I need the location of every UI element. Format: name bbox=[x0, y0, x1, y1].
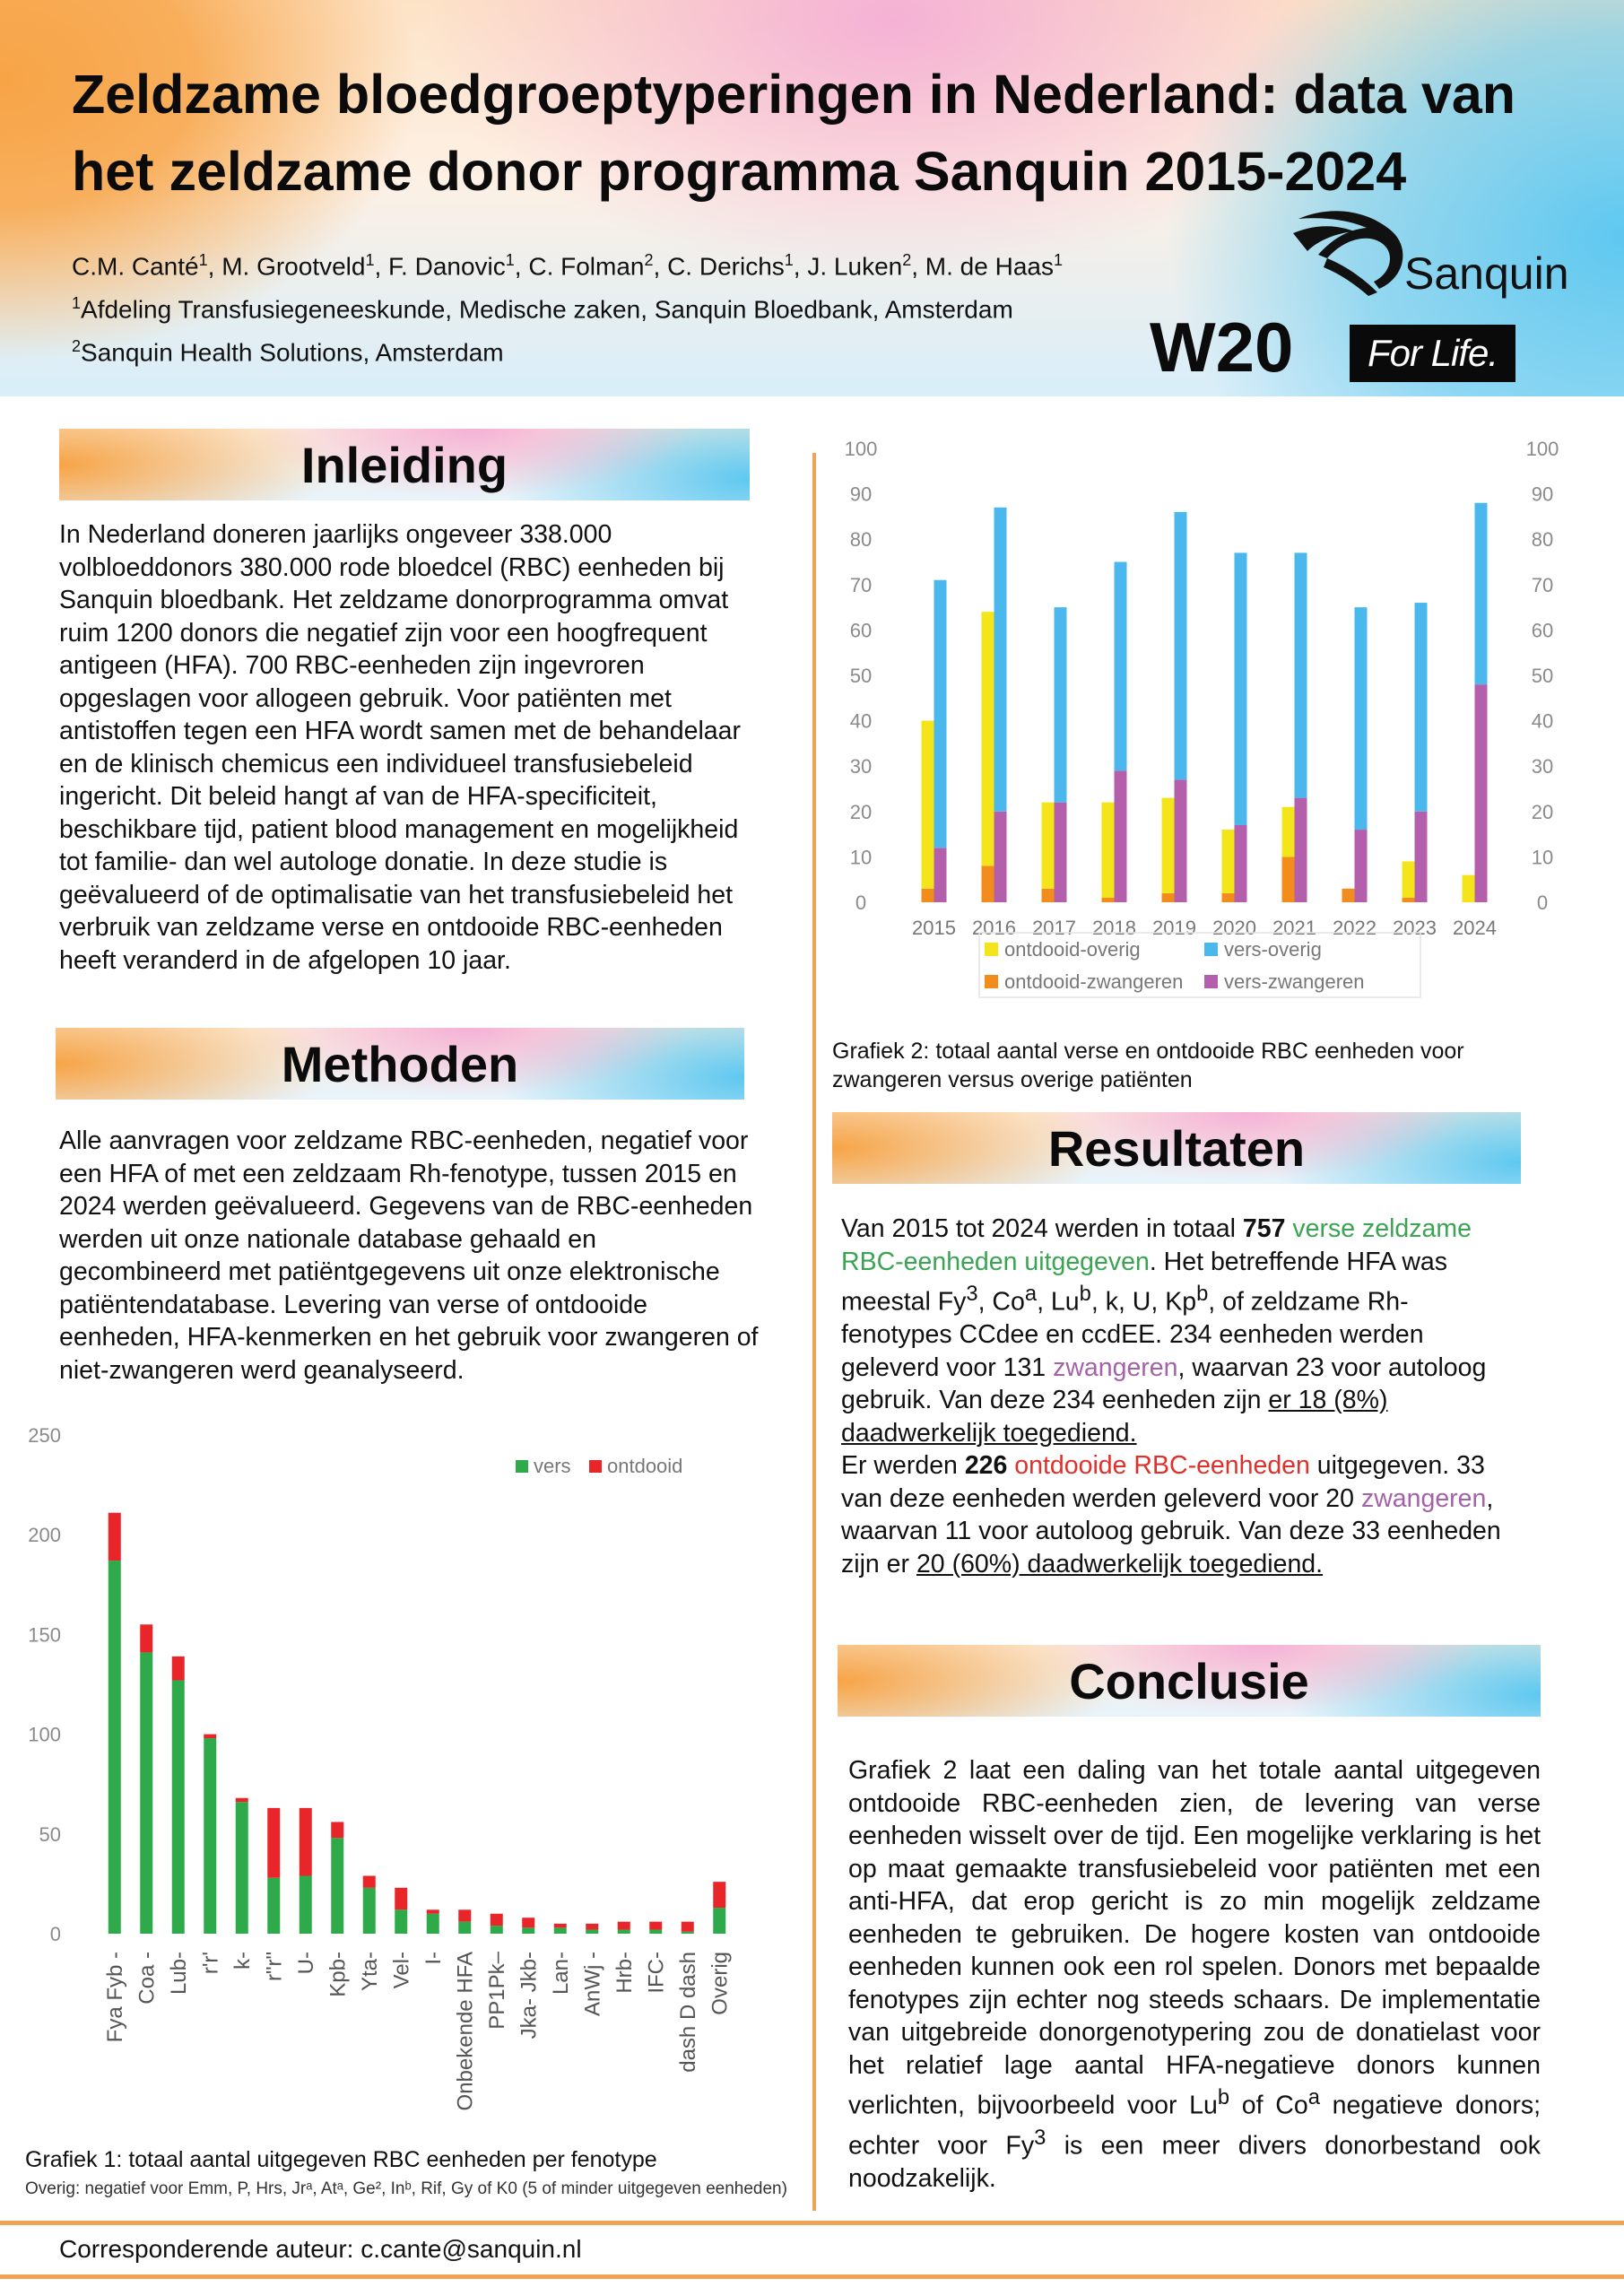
bar-ontdooid bbox=[140, 1624, 152, 1652]
heading-inleiding: Inleiding bbox=[59, 429, 750, 500]
affiliation-1: $^1$Afdeling Transfusiegeneeskunde, Medische zaken, Sanquin Bloedbank, Amsterdam bbox=[72, 294, 1013, 324]
bar-vers bbox=[618, 1930, 630, 1934]
bar-vers bbox=[713, 1908, 725, 1934]
bar-vers-zwangeren bbox=[1355, 830, 1368, 902]
x-tick-label: 2020 bbox=[1212, 917, 1256, 939]
legend-swatch-ontdooid bbox=[589, 1460, 602, 1473]
y-tick-label-left: 20 bbox=[849, 800, 873, 823]
x-tick-label: 2018 bbox=[1092, 917, 1136, 939]
bar-ontdooid-overig bbox=[982, 612, 994, 865]
y-tick-label-left: 40 bbox=[849, 709, 873, 733]
bar-vers-zwangeren bbox=[1115, 770, 1127, 902]
bar-vers bbox=[491, 1926, 503, 1934]
bar-vers-zwangeren bbox=[1055, 803, 1067, 902]
legend-label: vers bbox=[534, 1455, 571, 1477]
y-tick-label: 250 bbox=[28, 1424, 61, 1447]
bar-vers-zwangeren bbox=[1175, 779, 1187, 902]
legend-label: ontdooid bbox=[607, 1455, 683, 1477]
y-tick-label-right: 90 bbox=[1531, 483, 1554, 506]
bar-vers-overig bbox=[1295, 552, 1307, 797]
legend-label: ontdooid-zwangeren bbox=[1004, 970, 1184, 993]
bar-ontdooid bbox=[427, 1909, 439, 1913]
y-tick-label-left: 100 bbox=[844, 438, 878, 460]
bar-vers bbox=[300, 1876, 312, 1934]
y-tick-label-right: 10 bbox=[1531, 846, 1554, 869]
x-tick-label: r"r" bbox=[262, 1952, 287, 1982]
bar-ontdooid-zwangeren bbox=[1162, 893, 1175, 902]
heading-resultaten: Resultaten bbox=[832, 1112, 1521, 1184]
legend-label: ontdooid-overig bbox=[1004, 938, 1141, 961]
y-tick-label-left: 0 bbox=[855, 891, 867, 914]
bar-vers bbox=[586, 1930, 598, 1934]
y-tick-label-right: 100 bbox=[1525, 438, 1559, 460]
legend-swatch bbox=[1204, 943, 1218, 956]
x-tick-label: 2016 bbox=[972, 917, 1016, 939]
x-tick-label: Kpb- bbox=[326, 1952, 351, 1997]
resultaten-text: Van 2015 tot 2024 werden in totaal 757 verse zeldzame RBC-eenheden uitgegeven. Het betreffende HFA was meestal Fy$^3$, Co$^a$, Lu$^b$, k, U, Kp$^b$, of zeldzame Rh-fenotypes CCdee en ccdEE. 234 eenheden werden geleverd voor 131 zwangeren, waarvan 23 voor autoloog gebruik. Van deze 234 eenheden zijn er 18 (8%) daadwerkelijk toegediend. Er werden 226 ontdooide RBC-eenheden uitgegeven. 33 van deze eenheden werden geleverd voor 20 zwangeren, waarvan 11 voor autoloog gebruik. Van deze 33 eenheden zijn er 20 (60%) daadwerkelijk toegediend. bbox=[841, 1214, 1501, 1578]
poster-code: W20 bbox=[1150, 308, 1294, 387]
chart-grafiek-1 bbox=[0, 1408, 807, 2152]
author-name: F. Danovic bbox=[388, 252, 506, 281]
legend-swatch-vers bbox=[516, 1460, 528, 1473]
bar-vers bbox=[109, 1561, 121, 1934]
bar-ontdooid bbox=[618, 1922, 630, 1930]
bar-ontdooid bbox=[204, 1735, 216, 1738]
caption-grafiek-2: Grafiek 2: totaal aantal verse en ontdooide RBC eenheden voor zwangeren versus overige patiënten bbox=[832, 1039, 1464, 1092]
bar-ontdooid bbox=[300, 1808, 312, 1876]
legend-swatch bbox=[1204, 975, 1218, 988]
y-tick-label-left: 10 bbox=[849, 846, 873, 869]
bar-vers bbox=[427, 1914, 439, 1934]
bar-vers bbox=[331, 1838, 343, 1934]
footer-divider-bottom bbox=[0, 2274, 1624, 2279]
bar-ontdooid bbox=[586, 1924, 598, 1930]
bar-ontdooid-overig bbox=[1282, 807, 1295, 857]
bar-vers bbox=[682, 1932, 694, 1934]
bar-vers-overig bbox=[1055, 607, 1067, 803]
inleiding-text: In Nederland doneren jaarlijks ongeveer 338.000 volbloeddonors 380.000 rode bloedcel (RBC) eenheden bij Sanquin bloedbank. Het zeldzame donorprogramma omvat ruim 1200 donors die negatief zijn voor een hoogfrequent antigeen (HFA). 700 RBC-eenheden zijn ingevroren opgeslagen voor allogeen gebruik. Voor patiënten met antistoffen tegen een HFA wordt samen met de behandelaar en de klinisch chemicus een individueel transfusiebeleid ingericht. Dit beleid hangt af van de HFA-specificiteit, beschikbare tijd, patient blood management en mogelijkheid tot familie- dan wel autologe donatie. In deze studie is geëvalueerd of de optimalisatie van het transfusiebeleid het verbruik van zeldzame verse en ontdooide RBC-eenheden heeft veranderd in de afgelopen 10 jaar. bbox=[59, 520, 741, 975]
y-tick-label-right: 70 bbox=[1531, 573, 1554, 596]
bar-vers-overig bbox=[994, 508, 1007, 812]
bar-vers bbox=[204, 1738, 216, 1934]
bar-ontdooid bbox=[458, 1909, 471, 1921]
x-tick-label: AnWj - bbox=[580, 1952, 605, 2016]
bar-ontdooid bbox=[331, 1822, 343, 1838]
author-name: C. Folman bbox=[528, 252, 645, 281]
caption-grafiek-1-note: Overig: negatief voor Emm, P, Hrs, Jrᵃ, Atᵃ, Ge², Inᵇ, Rif, Gy of K0 (5 of minder uitgegeven eenheden) bbox=[25, 2179, 787, 2198]
bar-ontdooid-zwangeren bbox=[1222, 893, 1235, 902]
bar-ontdooid bbox=[236, 1798, 248, 1802]
y-tick-label-right: 50 bbox=[1531, 665, 1554, 687]
tagline-badge: For Life. bbox=[1350, 325, 1515, 382]
x-tick-label: Jka- Jkb- bbox=[517, 1952, 542, 2039]
y-tick-label-right: 80 bbox=[1531, 528, 1554, 552]
conclusie-text: Grafiek 2 laat een daling van het totale aantal uitgegeven ontdooide RBC-eenheden zien, de levering van verse eenheden wisselt over de tijd. Een mogelijke verklaring is het op maat gemaakte transfusiebeleid voor patiënten met een anti-HFA, dat erop gericht is zo min mogelijk zeldzame eenheden te gebruiken. De hogere kosten van ontdooide eenheden kunnen ook een rol spelen. Donors met bepaalde fenotypes zijn echter nog steeds schaars. De implementatie van uitgebreide donorgenotypering zou de donatielast voor het relatief lage aantal HFA-negatieve donors kunnen verlichten, bijvoorbeeld voor Lu$^b$ of Co$^a$ negatieve donors; echter voor Fy$^3$ is een meer divers donorbestand ook noodzakelijk. bbox=[848, 1756, 1541, 2193]
logo-wordmark: Sanquin bbox=[1404, 248, 1569, 299]
bar-vers-overig bbox=[1475, 503, 1488, 684]
y-tick-label-right: 30 bbox=[1531, 755, 1554, 778]
x-tick-label: Overig bbox=[708, 1952, 733, 2015]
y-tick-label-right: 60 bbox=[1531, 619, 1554, 642]
x-tick-label: PP1Pk– bbox=[484, 1952, 509, 2030]
bar-ontdooid bbox=[522, 1918, 534, 1927]
poster-header bbox=[0, 0, 1624, 396]
author-name: J. Luken bbox=[807, 252, 903, 281]
bar-ontdooid-zwangeren bbox=[1282, 857, 1295, 902]
bar-vers bbox=[649, 1930, 662, 1934]
x-tick-label: Onbekende HFA bbox=[453, 1952, 478, 2111]
bar-vers-overig bbox=[1115, 562, 1127, 771]
bar-vers bbox=[554, 1927, 567, 1934]
x-tick-label: Fya Fyb - bbox=[102, 1952, 127, 2043]
bar-vers-overig bbox=[1235, 552, 1247, 825]
y-tick-label-left: 30 bbox=[849, 755, 873, 778]
x-tick-label: IFC- bbox=[644, 1952, 669, 1994]
caption-grafiek-1: Grafiek 1: totaal aantal uitgegeven RBC eenheden per fenotype bbox=[25, 2147, 657, 2172]
y-tick-label-left: 90 bbox=[849, 483, 873, 506]
bar-ontdooid-zwangeren bbox=[1342, 889, 1355, 902]
bar-vers bbox=[236, 1802, 248, 1934]
bar-ontdooid bbox=[554, 1924, 567, 1927]
y-tick-label-left: 80 bbox=[849, 528, 873, 552]
pelican-logo-icon bbox=[1291, 203, 1417, 301]
bar-ontdooid bbox=[363, 1876, 376, 1888]
bar-ontdooid-overig bbox=[1403, 861, 1415, 897]
bar-vers bbox=[267, 1878, 280, 1934]
bar-ontdooid bbox=[267, 1808, 280, 1878]
y-tick-label-left: 70 bbox=[849, 573, 873, 596]
y-tick-label: 100 bbox=[28, 1723, 61, 1746]
affiliation-2: $^2$Sanquin Health Solutions, Amsterdam bbox=[72, 337, 504, 367]
bar-ontdooid-zwangeren bbox=[922, 889, 934, 902]
y-tick-label: 50 bbox=[39, 1822, 61, 1846]
bar-ontdooid-overig bbox=[1162, 798, 1175, 893]
author-name: C.M. Canté bbox=[72, 252, 199, 281]
bar-ontdooid bbox=[682, 1922, 694, 1932]
poster-title: Zeldzame bloedgroeptyperingen in Nederland: data van het zeldzame donor programma Sanquin 2015-2024 bbox=[72, 64, 1516, 202]
legend-swatch bbox=[985, 975, 998, 988]
bar-ontdooid-overig bbox=[1102, 803, 1115, 898]
x-tick-label: 2022 bbox=[1333, 917, 1376, 939]
x-tick-label: 2024 bbox=[1453, 917, 1497, 939]
bar-vers-overig bbox=[934, 580, 947, 848]
bar-ontdooid-zwangeren bbox=[1403, 898, 1415, 902]
y-tick-label-left: 60 bbox=[849, 619, 873, 642]
x-tick-label: 2015 bbox=[912, 917, 956, 939]
author-name: M. de Haas bbox=[925, 252, 1054, 281]
bar-vers-zwangeren bbox=[1235, 825, 1247, 902]
legend-label: vers-zwangeren bbox=[1224, 970, 1365, 993]
bar-vers-overig bbox=[1415, 603, 1428, 812]
x-tick-label: 2019 bbox=[1152, 917, 1196, 939]
y-tick-label-left: 50 bbox=[849, 665, 873, 687]
bar-ontdooid bbox=[713, 1882, 725, 1908]
x-tick-label: Yta- bbox=[357, 1952, 382, 1992]
x-tick-label: Lan- bbox=[548, 1952, 573, 1996]
heading-conclusie: Conclusie bbox=[838, 1645, 1541, 1717]
chart-grafiek-2 bbox=[823, 429, 1624, 1021]
x-tick-label: dash D dash bbox=[675, 1952, 700, 2073]
x-tick-label: 2017 bbox=[1032, 917, 1076, 939]
bar-vers bbox=[140, 1652, 152, 1934]
bar-vers-zwangeren bbox=[1475, 684, 1488, 902]
y-tick-label: 150 bbox=[28, 1623, 61, 1647]
bar-ontdooid-zwangeren bbox=[982, 866, 994, 902]
legend-label: vers-overig bbox=[1224, 938, 1322, 961]
column-divider bbox=[812, 453, 816, 2211]
author-name: C. Derichs bbox=[667, 252, 785, 281]
bar-vers-zwangeren bbox=[1295, 798, 1307, 902]
bar-vers bbox=[395, 1909, 407, 1934]
author-list: C.M. Canté$^1$, M. Grootveld$^1$, F. Danovic$^1$, C. Folman$^2$, C. Derichs$^1$, J. Luken$^2$, M. de Haas$^1$ bbox=[72, 251, 1063, 281]
corresponding-author: Corresponderende auteur: c.cante@sanquin.nl bbox=[59, 2235, 582, 2263]
x-tick-label: I- bbox=[421, 1952, 446, 1965]
x-tick-label: Vel- bbox=[389, 1952, 414, 1989]
bar-ontdooid bbox=[172, 1657, 185, 1681]
bar-ontdooid-overig bbox=[1222, 830, 1235, 893]
heading-methoden: Methoden bbox=[56, 1028, 744, 1100]
bar-ontdooid bbox=[109, 1513, 121, 1561]
x-tick-label: Lub- bbox=[166, 1952, 191, 1996]
bar-vers-overig bbox=[1355, 607, 1368, 830]
x-tick-label: 2023 bbox=[1393, 917, 1437, 939]
methoden-text: Alle aanvragen voor zeldzame RBC-eenheden, negatief voor een HFA of met een zeldzaam Rh-fenotype, tussen 2015 en 2024 werden geëvalueerd. Gegevens van de RBC-eenheden werden uit onze nationale database gehaald en gecombineerd met patiëntgegevens uit onze elektronische patiëntendatabase. Levering van verse of ontdooide eenheden, HFA-kenmerken en het gebruik voor zwangeren of niet-zwangeren werd geanalyseerd. bbox=[59, 1126, 759, 1385]
bar-ontdooid-overig bbox=[1042, 803, 1055, 889]
author-name: M. Grootveld bbox=[221, 252, 366, 281]
bar-vers bbox=[522, 1927, 534, 1934]
bar-vers-overig bbox=[1175, 512, 1187, 780]
legend-swatch bbox=[985, 943, 998, 956]
y-tick-label: 200 bbox=[28, 1524, 61, 1547]
y-tick-label-right: 0 bbox=[1536, 891, 1549, 914]
bar-vers bbox=[458, 1922, 471, 1934]
bar-ontdooid bbox=[395, 1888, 407, 1909]
x-tick-label: 2021 bbox=[1272, 917, 1316, 939]
bar-vers bbox=[172, 1681, 185, 1934]
bar-ontdooid-zwangeren bbox=[1042, 889, 1055, 902]
bar-vers-zwangeren bbox=[934, 848, 947, 902]
x-tick-label: U- bbox=[293, 1952, 318, 1975]
x-tick-label: r'r' bbox=[198, 1952, 223, 1975]
y-tick-label-right: 40 bbox=[1531, 709, 1554, 733]
bar-vers bbox=[363, 1888, 376, 1934]
footer-divider-top bbox=[0, 2221, 1624, 2225]
y-tick-label-right: 20 bbox=[1531, 800, 1554, 823]
x-tick-label: k- bbox=[230, 1952, 255, 1970]
x-tick-label: Hrb- bbox=[612, 1952, 637, 1994]
bar-vers-zwangeren bbox=[1415, 812, 1428, 902]
x-tick-label: Coa - bbox=[135, 1952, 160, 2005]
y-tick-label: 0 bbox=[49, 1923, 61, 1945]
bar-ontdooid bbox=[649, 1922, 662, 1930]
bar-ontdooid-zwangeren bbox=[1102, 898, 1115, 902]
bar-ontdooid-overig bbox=[1463, 875, 1475, 902]
bar-ontdooid bbox=[491, 1914, 503, 1926]
bar-ontdooid-overig bbox=[922, 721, 934, 889]
bar-vers-zwangeren bbox=[994, 812, 1007, 902]
